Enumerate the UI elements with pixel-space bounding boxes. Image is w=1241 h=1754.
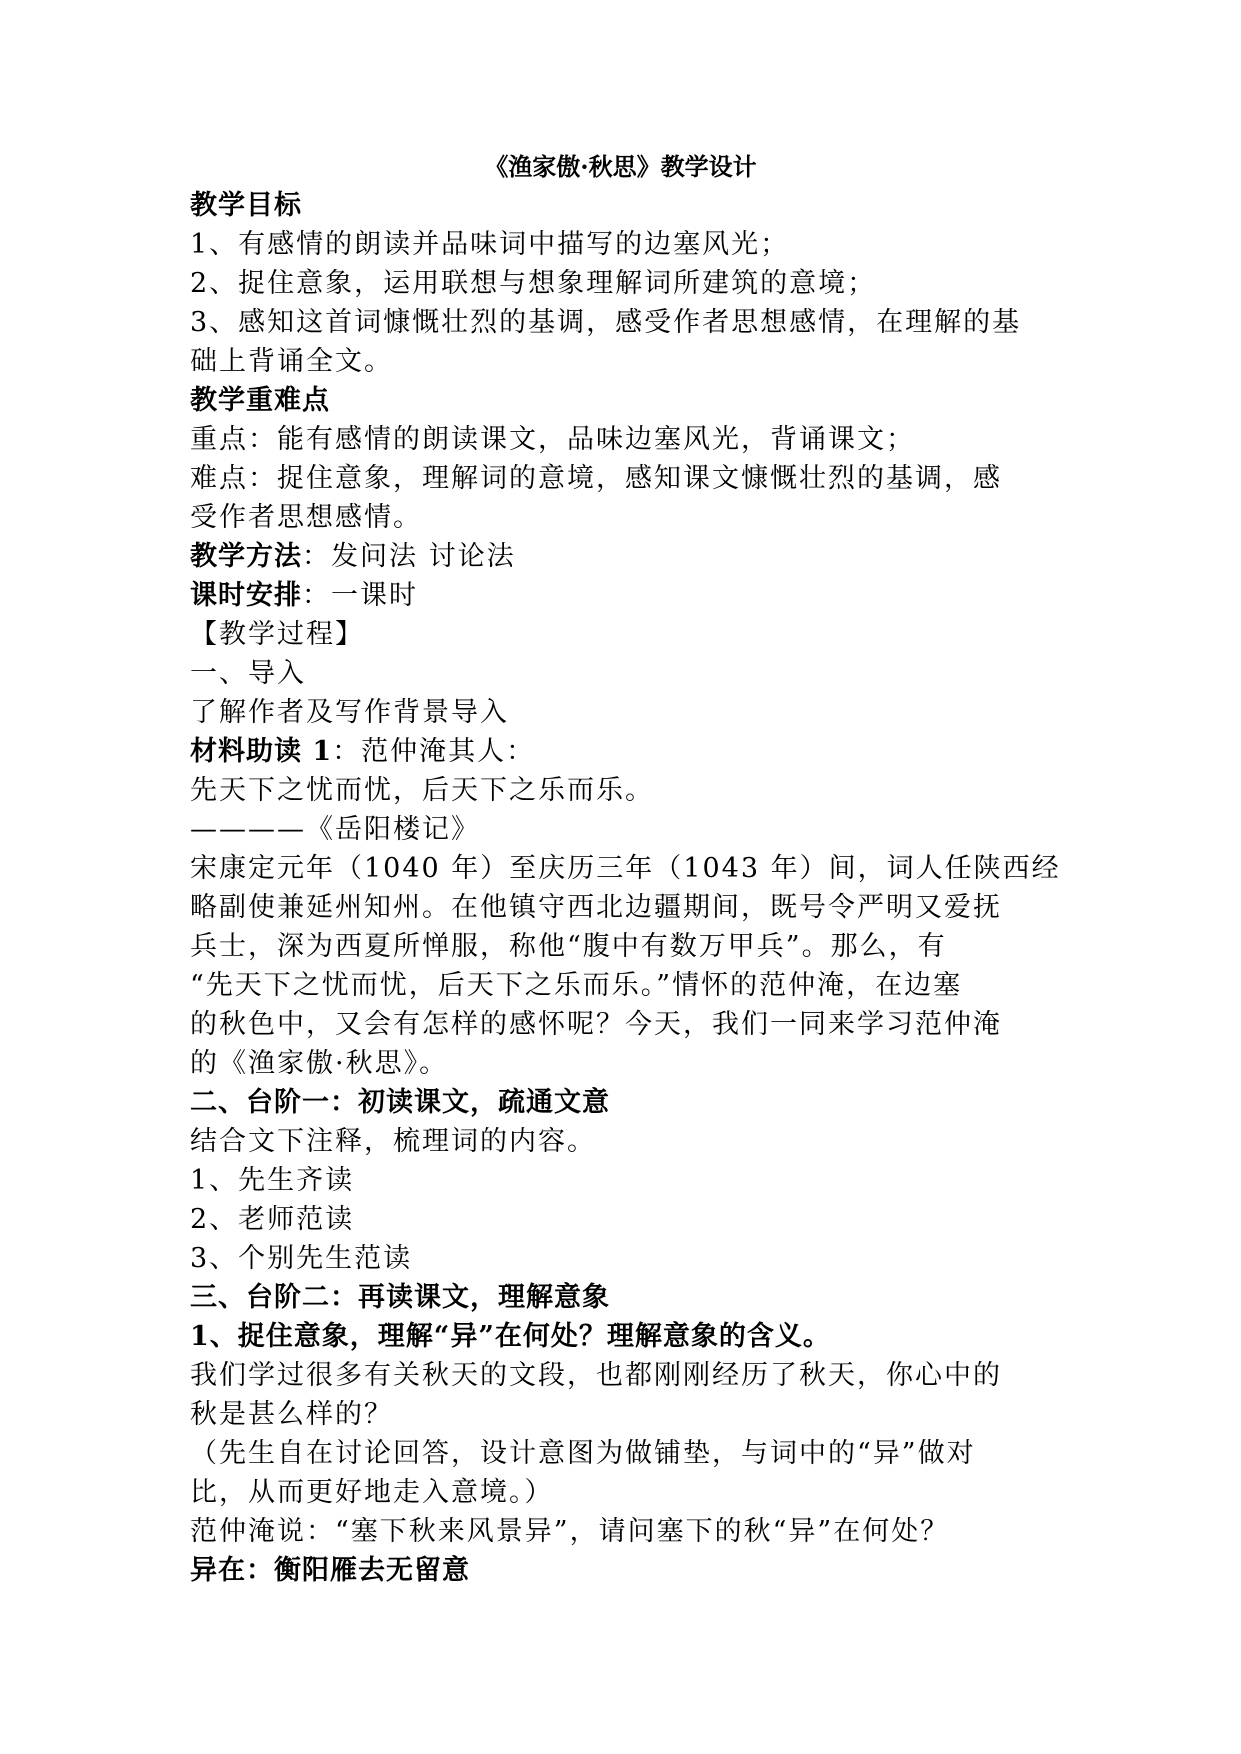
text-line xyxy=(190,849,1070,888)
text-line xyxy=(190,1239,1070,1278)
line-text: 异在：衡阳雁去无留意 xyxy=(190,1555,470,1586)
text-line xyxy=(190,1512,1070,1551)
line-text: 的秋色中，又会有怎样的感怀呢？今天，我们一同来学习范仲淹 xyxy=(190,1009,1002,1040)
line-text: 我们学过很多有关秋天的文段，也都刚刚经历了秋天，你心中的 xyxy=(190,1360,1002,1391)
text-line xyxy=(190,810,1070,849)
text-line xyxy=(190,498,1070,537)
section-heading xyxy=(190,381,1070,420)
text-line xyxy=(190,654,1070,693)
document-title: 《渔家傲·秋思》教学设计 xyxy=(484,152,757,181)
section-heading xyxy=(190,186,1070,225)
text-line xyxy=(190,966,1070,1005)
text-line xyxy=(190,771,1070,810)
line-text: 3、个别先生范读 xyxy=(190,1243,413,1274)
line-text: 比，从而更好地走入意境。） xyxy=(190,1477,554,1508)
line-text: 3、感知这首词慷慨壮烈的基调，感受作者思想感情，在理解的基 xyxy=(190,307,1022,338)
section-heading xyxy=(190,1551,1070,1590)
line-text: 础上背诵全文。 xyxy=(190,346,393,377)
line-text: 2、老师范读 xyxy=(190,1204,355,1235)
line-text: ：一课时 xyxy=(302,580,418,611)
text-line xyxy=(190,1434,1070,1473)
text-line xyxy=(190,303,1070,342)
line-text: ：发问法 讨论法 xyxy=(302,541,516,572)
line-text: （先生自在讨论回答，设计意图为做铺垫，与词中的“异”做对 xyxy=(190,1438,976,1469)
section-heading xyxy=(190,1083,1070,1122)
line-text: 受作者思想感情。 xyxy=(190,502,422,533)
text-line xyxy=(190,1473,1070,1512)
line-text: ：范仲淹其人： xyxy=(332,736,536,767)
text-line xyxy=(190,927,1070,966)
text-line xyxy=(190,264,1070,303)
document-body xyxy=(190,186,1070,1590)
line-text: 重点：能有感情的朗读课文，品味边塞风光，背诵课文； xyxy=(190,424,915,455)
text-line xyxy=(190,342,1070,381)
line-text: 1、捉住意象，理解“异”在何处？理解意象的含义。 xyxy=(190,1321,831,1352)
text-line xyxy=(190,1005,1070,1044)
line-text: “先天下之忧而忧，后天下之乐而乐。”情怀的范仲淹，在边塞 xyxy=(190,970,963,1001)
text-line xyxy=(190,732,1070,771)
line-text: 难点：捉住意象，理解词的意境，感知课文慷慨壮烈的基调，感 xyxy=(190,463,1002,494)
line-text: 1、先生齐读 xyxy=(190,1165,355,1196)
line-text: 【教学过程】 xyxy=(190,619,364,650)
line-text: 教学目标 xyxy=(190,190,302,221)
text-line xyxy=(190,225,1070,264)
line-text: 教学重难点 xyxy=(190,385,330,416)
text-line xyxy=(190,576,1070,615)
text-line xyxy=(190,1161,1070,1200)
text-line xyxy=(190,693,1070,732)
line-text: 1、有感情的朗读并品味词中描写的边塞风光； xyxy=(190,229,790,260)
text-line xyxy=(190,1356,1070,1395)
section-heading xyxy=(190,1278,1070,1317)
text-line xyxy=(190,420,1070,459)
line-text: 宋康定元年（1040 年）至庆历三年（1043 年）间，词人任陕西经 xyxy=(190,853,1061,884)
line-text: 三、台阶二：再读课文，理解意象 xyxy=(190,1282,610,1313)
section-heading xyxy=(190,1317,1070,1356)
text-line xyxy=(190,537,1070,576)
inline-label: 课时安排 xyxy=(190,580,302,611)
inline-label: 材料助读 1 xyxy=(190,736,333,767)
text-line xyxy=(190,1122,1070,1161)
line-text: 先天下之忧而忧，后天下之乐而乐。 xyxy=(190,775,654,806)
line-text: 2、捉住意象，运用联想与想象理解词所建筑的意境； xyxy=(190,268,877,299)
text-line xyxy=(190,888,1070,927)
text-line xyxy=(190,1395,1070,1434)
line-text: ————《岳阳楼记》 xyxy=(190,814,480,845)
line-text: 略副使兼延州知州。在他镇守西北边疆期间，既号令严明又爱抚 xyxy=(190,892,1002,923)
line-text: 的《渔家傲·秋思》。 xyxy=(190,1048,449,1079)
line-text: 一、导入 xyxy=(190,658,306,689)
line-text: 兵士，深为西夏所惮服，称他“腹中有数万甲兵”。那么，有 xyxy=(190,931,947,962)
line-text: 结合文下注释，梳理词的内容。 xyxy=(190,1126,596,1157)
text-line xyxy=(190,615,1070,654)
inline-label: 教学方法 xyxy=(190,541,302,572)
text-line xyxy=(190,1200,1070,1239)
line-text: 二、台阶一：初读课文，疏通文意 xyxy=(190,1087,610,1118)
text-line xyxy=(190,1044,1070,1083)
line-text: 范仲淹说：“塞下秋来风景异”，请问塞下的秋“异”在何处？ xyxy=(190,1516,950,1547)
line-text: 了解作者及写作背景导入 xyxy=(190,697,509,728)
line-text: 秋是甚么样的？ xyxy=(190,1399,393,1430)
text-line xyxy=(190,459,1070,498)
